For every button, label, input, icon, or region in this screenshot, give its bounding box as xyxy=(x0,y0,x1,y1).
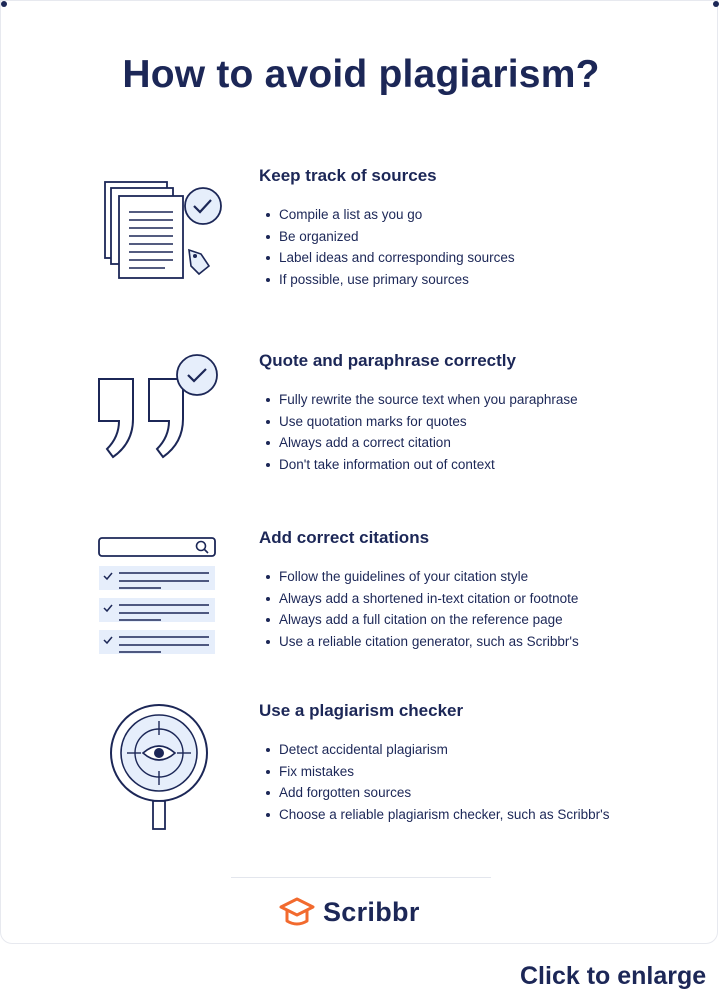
section-heading: Quote and paraphrase correctly xyxy=(259,351,516,370)
brand xyxy=(277,892,420,932)
list-item: Use quotation marks for quotes xyxy=(263,411,578,433)
quotation-marks-check-icon xyxy=(93,351,228,466)
section-heading: Add correct citations xyxy=(259,528,430,547)
corner-mark xyxy=(713,1,719,7)
list-item: Be organized xyxy=(263,226,515,248)
list-item: Fully rewrite the source text when you paraphrase xyxy=(263,389,578,411)
list-item: Compile a list as you go xyxy=(263,204,515,226)
list-item: Add forgotten sources xyxy=(263,782,609,804)
click-to-enlarge-link[interactable]: Click to enlarge xyxy=(520,962,707,990)
page-title: How to avoid plagiarism? xyxy=(122,53,600,96)
bullet-list xyxy=(263,739,609,826)
list-item: Use a reliable citation generator, such as Scribbr's xyxy=(263,631,579,653)
list-item: Always add a shortened in-text citation or footnote xyxy=(263,588,579,610)
list-item: Choose a reliable plagiarism checker, such as Scribbr's xyxy=(263,804,609,826)
magnifier-eye-icon xyxy=(105,701,215,831)
bullet-list xyxy=(263,204,515,291)
section-heading: Use a plagiarism checker xyxy=(259,701,464,720)
list-item: Always add a correct citation xyxy=(263,432,578,454)
corner-mark xyxy=(1,1,7,7)
bullet-list xyxy=(263,566,579,653)
section-heading: Keep track of sources xyxy=(259,166,437,185)
documents-check-icon xyxy=(89,176,229,286)
list-item: Don't take information out of context xyxy=(263,454,578,476)
list-item: Detect accidental plagiarism xyxy=(263,739,609,761)
list-item: Follow the guidelines of your citation style xyxy=(263,566,579,588)
scribbr-logo-icon xyxy=(277,895,317,929)
list-item: Always add a full citation on the reference page xyxy=(263,609,579,631)
list-item: Fix mistakes xyxy=(263,761,609,783)
footer-divider xyxy=(231,877,491,878)
list-item: If possible, use primary sources xyxy=(263,269,515,291)
search-results-icon xyxy=(97,536,219,656)
list-item: Label ideas and corresponding sources xyxy=(263,247,515,269)
brand-name: Scribbr xyxy=(323,896,420,927)
bullet-list xyxy=(263,389,578,476)
